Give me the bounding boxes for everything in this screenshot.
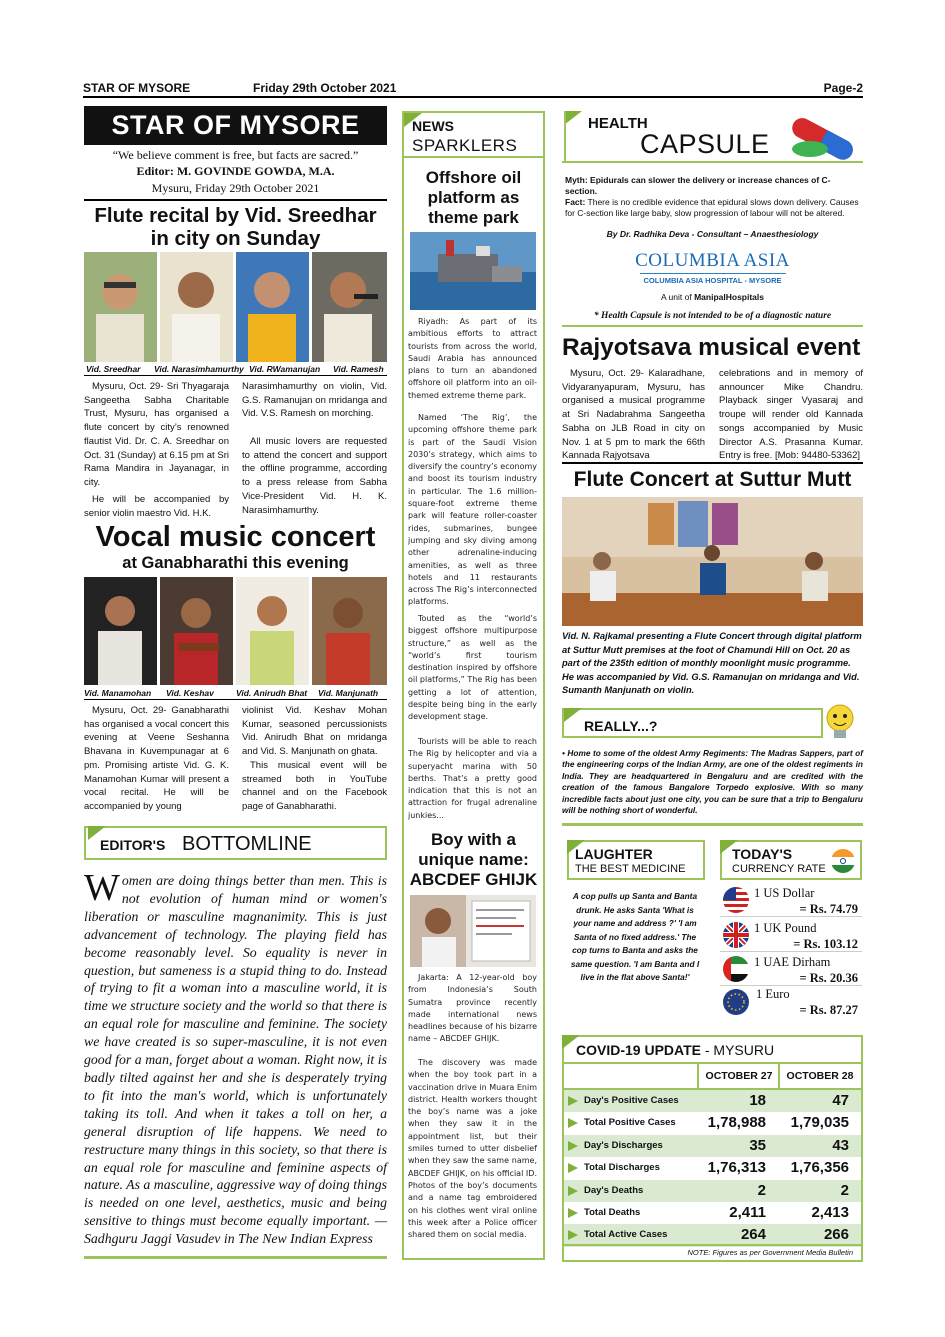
flute-photos: [84, 252, 387, 362]
capsule-icon: [784, 115, 862, 161]
covid-note: NOTE: Figures as per Government Media Bulletin: [687, 1248, 853, 1257]
laughter-label-b: THE BEST MEDICINE: [575, 863, 686, 875]
vocal-text-col1: Mysuru, Oct. 29- Ganabharathi has organised a vocal concert this evening at Veene Seshanna Bhavana in Kuvempunagar at 6 pm. Promising artiste Vid. G. K. Manamohan Kumar will present a vocal recital. He will be accompanied by young: [84, 705, 229, 812]
header-page: Page-2: [823, 81, 863, 95]
covid-row: [564, 1202, 861, 1224]
kite-icon: [564, 708, 582, 722]
flute-caption-4: Vid. Ramesh: [333, 364, 384, 374]
boy-photo: [410, 895, 536, 967]
us-flag-icon: [722, 886, 750, 914]
arrow-icon: [568, 1163, 578, 1173]
page-header: [83, 78, 863, 98]
covid-row-a: 2: [757, 1181, 766, 1199]
covid-row-b: 2,413: [811, 1203, 849, 1221]
vocal-subtitle: at Ganabharathi this evening: [122, 554, 349, 572]
health-unit: [565, 292, 860, 302]
currency-rates: [720, 883, 862, 1017]
rate-value-gbp: = Rs. 103.12: [793, 937, 858, 951]
covid-box: [562, 1035, 863, 1262]
sparklers-story2-p2: The discovery was made when the boy took part in a vaccination drive in Muara Enim district. Health workers thought the boy’s name was a joke when they saw it in the appointment list, but their smiles turned to utter disbelief when they saw the same name, ABCDEF GHIJK, on his official ID. Photos of the boy’s documents and a name tag embroidered on his clothes went viral online this week after a Police officer shared them on social media.: [408, 1058, 537, 1240]
flute-caption-3: Vid. RWamanujan: [249, 364, 321, 374]
health-unit-b: ManipalHospitals: [694, 292, 764, 302]
header-paper: STAR OF MYSORE: [83, 81, 191, 95]
divider: [562, 823, 863, 826]
currency-label-box: [720, 840, 862, 880]
covid-row-label: Day's Discharges: [584, 1139, 663, 1151]
covid-header-2: OCTOBER 28: [786, 1070, 854, 1082]
lightbulb-icon: [818, 698, 862, 742]
rate-value-aed: = Rs. 20.36: [799, 971, 858, 985]
covid-row: [564, 1180, 861, 1202]
vocal-text-col2b: This musical event will be streamed both in YouTube channel and on the Facebook page of Ganabharathi.: [242, 760, 387, 813]
health-label-a: HEALTH: [588, 115, 648, 132]
laughter-text: A cop pulls up Santa and Banta drunk. He asks Santa 'What is your name and address ?' 'I am Santa of no fixed address.' The cop turns to Banta and asks the same question. 'I am Banta and I live in the flat above Santa!': [570, 891, 700, 982]
boy-image: [410, 895, 536, 967]
suttur-image: [562, 497, 863, 626]
vocal-caption-4: Vid. Manjunath: [318, 688, 379, 698]
covid-row-label: Total Discharges: [584, 1162, 660, 1174]
health-label-b: CAPSULE: [640, 129, 770, 159]
covid-row-label: Day's Positive Cases: [584, 1095, 679, 1106]
rate-value-usd: = Rs. 74.79: [799, 902, 858, 916]
covid-row-a: 18: [749, 1092, 766, 1109]
covid-row-b: 266: [823, 1226, 849, 1244]
health-myth-label: Myth:: [565, 175, 588, 185]
covid-row-b: 43: [832, 1136, 849, 1154]
covid-row-b: 1,79,035: [790, 1114, 849, 1132]
health-byline: By Dr. Radhika Deva - Consultant – Anaesthesiology: [606, 229, 819, 239]
covid-row-a: 2,411: [729, 1203, 766, 1221]
masthead-motto: “We believe comment is free, but facts are sacred.”: [112, 148, 359, 162]
editor-dropcap: W: [84, 867, 120, 909]
rate-divider: [720, 916, 862, 917]
flute-text-col2b: All music lovers are requested to attend the concert and support the offline programme, according to a press release from Sabha Vice-President Vid. H. K. Narasimhamurthy.: [242, 436, 387, 516]
really-text-body: Home to some of the oldest Army Regiments: The Madras Sappers, part of the engineering corps of the Indian Army, are one of the oldest regiments in India. They are headquartered in Bengaluru and are credited with the creation of the famous Bangalore Torpedo explosive. With so many incredible facts about just one city, you can be sure that a trip to Bengaluru will be nothing short of wonderful.: [562, 748, 863, 816]
sparklers-story1-title: Offshore oil platform as theme park: [425, 168, 522, 227]
rajyotsava-col2: celebrations and in memory of announcer Mike Chandru. Playback singer Vyasaraj and troupe will render old Kannada songs accompanied by Music Director A.S. Prasanna Kumar. Entry is free. [Mob: 94480-53362]: [719, 368, 863, 462]
header-date: Friday 29th October 2021: [253, 81, 397, 95]
editor-label-b: BOTTOMLINE: [182, 833, 312, 855]
vocal-text-col2: violinist Vid. Keshav Mohan Kumar, seasoned percussionists Vid. Anirudh Bhat on mridanga and Vid. S. Manjunath on ghata.: [242, 705, 387, 758]
health-fact: There is no credible evidence that epidural slows down delivery. Causes for C-section like large baby, slow progression of labour will not be altered.: [565, 197, 859, 218]
covid-row-label: Total Active Cases: [584, 1229, 668, 1241]
sparklers-label-a: NEWS: [412, 118, 454, 134]
sparklers-story1-p3: Touted as the “world’s biggest offshore multipurpose structure,” as well as the “world’s first tourism destination inspired by offshore oil platforms,” The Rig has been getting a lot of attention, despite being bing in the early development stage.: [408, 614, 537, 722]
rate-unit-aed: 1 UAE Dirham: [754, 955, 831, 969]
health-header: [562, 111, 863, 163]
arrow-icon: [568, 1096, 578, 1106]
vocal-photo-strip: [84, 577, 387, 685]
covid-row-a: 35: [749, 1136, 766, 1154]
divider: [84, 199, 387, 201]
logo-rule: [640, 273, 786, 274]
editor-text-block: [84, 867, 387, 1248]
rate-divider: [720, 951, 862, 952]
sparklers-story1-p2: Named ‘The Rig’, the upcoming offshore theme park is part of the Saudi Vision 2030’s strategy, which aims to diversify the country’s economy and boost its tourism industry in particular. The 1.6 million-square-foot extreme theme park will feature roller-coaster rides, submarines, bungee jumping and sky diving among other adrenaline-inducing amenities, as well as three hotels and 11 restaurants across The Rig’s interconnected platforms.: [408, 413, 537, 607]
uk-flag-icon: [722, 921, 750, 949]
rate-unit-eur: 1 Euro: [756, 987, 790, 1001]
sparklers-story2-title: Boy with a unique name: ABCDEF GHIJK: [409, 830, 538, 889]
oil-platform-image: [410, 232, 536, 310]
columbia-logo: COLUMBIA ASIA: [635, 250, 790, 271]
covid-row: [564, 1135, 861, 1157]
health-fact-label: Fact:: [565, 197, 586, 207]
covid-row-label: Total Positive Cases: [584, 1117, 676, 1129]
covid-row-a: 264: [740, 1226, 766, 1244]
editor-label-a: EDITOR'S: [100, 837, 166, 853]
covid-title: [576, 1042, 774, 1058]
arrow-icon: [568, 1208, 578, 1218]
covid-label-a: COVID-19 UPDATE: [576, 1042, 701, 1058]
editor-label-box: [84, 826, 387, 860]
flute-caption-1: Vid. Sreedhar: [86, 364, 141, 374]
health-myth: Epidurals can slower the delivery or increase chances of C- section.: [565, 175, 831, 196]
covid-row-label: Day's Deaths: [584, 1184, 644, 1196]
masthead-title: STAR OF MYSORE: [84, 106, 387, 145]
sparklers-story1-p1: Riyadh: As part of its ambitious efforts to attract tourists from across the world, Saudi Arabia has announced plans to turn an abandoned offshore oil platform into an oil-themed extreme theme park.: [408, 317, 537, 400]
really-label: REALLY...?: [584, 718, 658, 734]
covid-row: [564, 1090, 861, 1112]
health-text: [565, 175, 860, 219]
flute-text-col2: Narasimhamurthy on violin, Vid. G.S. Ramanujan on mridanga and Vid. V.S. Ramesh on morching.: [242, 381, 387, 420]
vocal-caption-1: Vid. Manamohan: [84, 688, 152, 698]
india-flag-icon: [830, 848, 856, 874]
vocal-caption-3: Vid. Anirudh Bhat: [236, 688, 308, 698]
sparklers-header: [404, 113, 543, 158]
flute-caption-2: Vid. Narasimhamurthy: [154, 364, 244, 374]
covid-rows: [564, 1090, 861, 1247]
sparklers-story1-p4: Tourists will be able to reach The Rig by helicopter and via a superyacht marina with 50 berths. That’s a pretty good indication that this is not an attraction for frugal adrenaline junkies...: [408, 737, 537, 820]
health-unit-a: A unit of: [661, 292, 692, 302]
covid-row-label: Total Deaths: [584, 1206, 641, 1218]
divider: [84, 699, 387, 700]
covid-row-b: 47: [832, 1092, 849, 1109]
oil-platform-photo: [410, 232, 536, 310]
rate-unit-usd: 1 US Dollar: [754, 886, 815, 900]
sparklers-label-b: SPARKLERS: [412, 136, 518, 155]
flute-title: Flute recital by Vid. Sreedhar in city on Sunday: [94, 204, 377, 250]
divider: [562, 462, 863, 464]
laughter-label-box: [567, 840, 705, 880]
covid-row-a: 1,78,988: [707, 1114, 766, 1132]
vocal-caption-2: Vid. Keshav: [166, 688, 214, 698]
masthead-dateline: Mysuru, Friday 29th October 2021: [151, 181, 320, 195]
columbia-logo-sub: COLUMBIA ASIA HOSPITAL - MYSORE: [643, 276, 782, 285]
arrow-icon: [568, 1118, 578, 1128]
covid-label-b: - MYSURU: [704, 1042, 775, 1058]
divider: [562, 325, 863, 327]
uae-flag-icon: [722, 955, 750, 983]
currency-label-a: TODAY'S: [732, 846, 793, 862]
eu-flag-icon: [722, 988, 750, 1016]
flute-text-col1: Mysuru, Oct. 29- Sri Thyagaraja Sangeetha Sabha Charitable Trust, Mysuru, has organised a flute concert by city’s renowned flautist Vid. Dr. C. A. Sreedhar on Oct. 31 (Sunday) at 6.15 pm at Sri Rama Mandira in Jayanagar, in city.: [84, 381, 229, 488]
covid-row-b: 1,76,356: [790, 1159, 849, 1177]
health-note: * Health Capsule is not intended to be of a diagnostic nature: [593, 311, 832, 321]
editor-credit: — Sadhguru Jaggi Vasudev in The New Indian Express: [84, 1213, 387, 1247]
arrow-icon: [568, 1186, 578, 1196]
rajyotsava-col1: Mysuru, Oct. 29- Kalaradhane, Vidyaranyapuram, Mysuru, has organised a musical programme at Sri Nadabrahma Sangeetha Sabha on JLB Road in city on Nov. 1 at 5 pm to mark the 66th Kannada Rajyotsava: [562, 368, 705, 462]
sparklers-story2-p1: Jakarta: A 12-year-old boy from Indonesia’s South Sumatra province recently made international news headlines because of his bizarre name – ABCDEF GHIJK.: [408, 973, 537, 1044]
kite-icon: [564, 111, 582, 125]
editor-text: omen are doing things better than men. This is not evolution of human mind or women's liberation or masculine magnanimity. This is just advancement of technology. The playing field has become reasonably level. So equality is never in question, but sameness is a stupid thing to do. Instead of trying to fit a woman into a masculine world, it is time we structure society and the world so that there is an equal role for masculine and feminine. The society we have created is so super-masculine, it is not even good for a man, forget about a woman. Right now, it is badly tilted against her and she is desperately trying to fit into the man's world, which is unfortunately taking its toll. And when it takes a toll on her, a general disruption of life happens. We need to restructure many things in this society, so that there is an equal role for masculine and feminine aspects of nature. As a masculine, aggressive way of doing things is needed on one level, aesthetics, music and being sensitive to things must become equally important.: [84, 873, 387, 1229]
vocal-photos: [84, 577, 387, 685]
suttur-caption: Vid. N. Rajkamal presenting a Flute Concert through digital platform at Suttur Mutt premises at the foot of Chamundi Hill on Oct. 20 as part of the 235th edition of monthly moonlight music programme. He was accompanied by Vid. G.S. Ramanujan on mridanga and Vid. Sumanth Manjunath on violin.: [562, 631, 862, 695]
rate-unit-gbp: 1 UK Pound: [754, 921, 817, 935]
editor-bottom-bar: [84, 1256, 387, 1259]
suttur-photo: [562, 497, 863, 626]
masthead-editor: Editor: M. GOVINDE GOWDA, M.A.: [136, 164, 335, 178]
arrow-icon: [568, 1230, 578, 1240]
really-label-box: [562, 708, 823, 738]
rate-value-eur: = Rs. 87.27: [799, 1003, 858, 1017]
rajyotsava-title: Rajyotsava musical event: [562, 334, 861, 361]
laughter-label-a: LAUGHTER: [575, 846, 653, 862]
covid-header-1: OCTOBER 27: [705, 1070, 773, 1082]
vocal-title: Vocal music concert: [95, 521, 376, 553]
currency-label-b: CURRENCY RATE: [732, 863, 826, 875]
rate-divider: [720, 985, 862, 986]
covid-row: [564, 1157, 861, 1179]
covid-row-a: 1,76,313: [707, 1159, 766, 1177]
flute-text-col1b: He will be accompanied by senior violin maestro Vid. H.K.: [84, 494, 229, 519]
covid-row: [564, 1112, 861, 1134]
arrow-icon: [568, 1141, 578, 1151]
flute-photo-strip: [84, 252, 387, 362]
covid-row-b: 2: [840, 1181, 849, 1199]
really-text: • Home to some of the oldest Army Regiments: The Madras Sappers, part of the engineering corps of the Indian Army, are one of the oldest regiments in India. They are headquartered in Bengaluru and are credited with the creation of the famous Bangalore Torpedo explosive. With so many incredible facts about just one city, you can be sure that a trip to Bengaluru will be nothing short of wonderful.: [562, 748, 863, 816]
divider: [84, 375, 387, 376]
suttur-title: Flute Concert at Suttur Mutt: [573, 468, 852, 491]
